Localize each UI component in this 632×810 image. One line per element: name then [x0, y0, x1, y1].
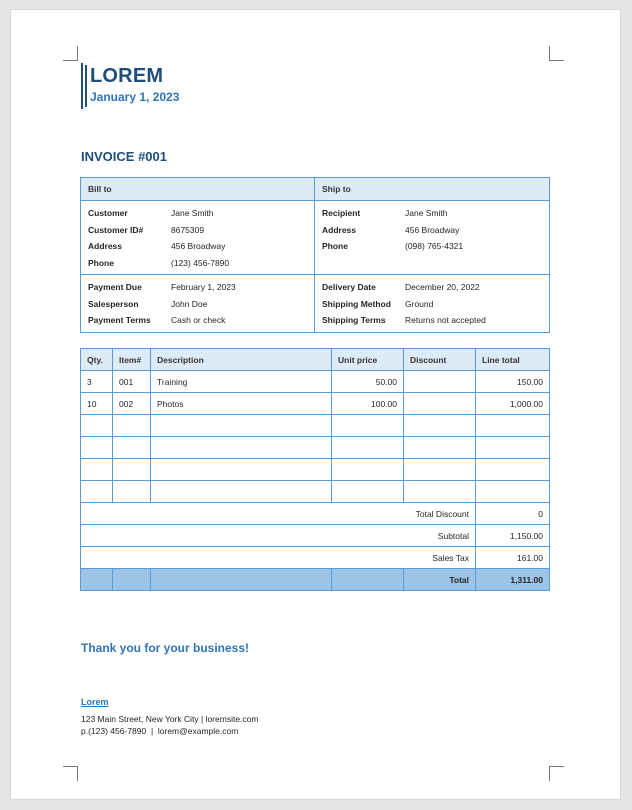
table-header-row [81, 349, 550, 371]
crop-mark-top-left [63, 46, 78, 61]
ship-to-section [315, 201, 550, 275]
bill-to-row: Phone (123) 456-7890 [88, 257, 230, 268]
bill-to-section [81, 201, 315, 275]
col-header-item: Item# [113, 349, 151, 371]
bill-to-row: Address 456 Broadway [88, 241, 226, 252]
col-header-discount: Discount [404, 349, 476, 371]
table-row: 3 001 Training 50.00 150.00 [81, 371, 550, 393]
bill-to-header: Bill to [81, 178, 315, 201]
ship-to-row: Phone (098) 765-4321 [322, 241, 464, 252]
crop-mark-bottom-left [63, 766, 78, 781]
crop-mark-top-right [549, 46, 564, 61]
col-header-qty: Qty. [81, 349, 113, 371]
customer-info-table [80, 177, 550, 333]
table-row [81, 437, 550, 459]
footer-logo: Lorem [81, 697, 109, 707]
total-value: 1,311.00 [476, 569, 550, 591]
payment-row: Payment Terms Cash or check [88, 315, 226, 326]
invoice-title: INVOICE #001 [81, 149, 167, 164]
total-label: Total [404, 569, 476, 591]
summary-row-total-discount: Total Discount 0 [81, 503, 550, 525]
invoice-date: January 1, 2023 [90, 90, 180, 104]
table-row [81, 415, 550, 437]
ship-to-row: Address 456 Broadway [322, 224, 460, 235]
footer-address: 123 Main Street, New York City | loremsite.com [81, 714, 259, 724]
shipping-terms-section [315, 275, 550, 333]
thank-you-message: Thank you for your business! [81, 641, 250, 655]
table-row [81, 481, 550, 503]
line-items-table [80, 348, 550, 591]
summary-row-subtotal: Subtotal 1,150.00 [81, 525, 550, 547]
crop-mark-bottom-right [549, 766, 564, 781]
table-row: 10 002 Photos 100.00 1,000.00 [81, 393, 550, 415]
shipping-row: Shipping Terms Returns not accepted [322, 315, 486, 326]
total-row [81, 569, 550, 591]
ship-to-header: Ship to [315, 178, 550, 201]
bill-to-row: Customer Jane Smith [88, 208, 214, 219]
company-name: LOREM [90, 65, 164, 87]
col-header-line-total: Line total [476, 349, 550, 371]
document-page [10, 9, 621, 800]
shipping-row: Delivery Date December 20, 2022 [322, 282, 480, 293]
summary-row-sales-tax: Sales Tax 161.00 [81, 547, 550, 569]
payment-row: Salesperson John Doe [88, 298, 208, 309]
payment-row: Payment Due February 1, 2023 [88, 282, 236, 293]
col-header-unit-price: Unit price [332, 349, 404, 371]
table-row [81, 459, 550, 481]
shipping-row: Shipping Method Ground [322, 298, 434, 309]
header-accent-bars [81, 63, 87, 109]
ship-to-row: Recipient Jane Smith [322, 208, 448, 219]
bill-to-row: Customer ID# 8675309 [88, 224, 205, 235]
footer-contact: p.(123) 456-7890 | lorem@example.com [81, 726, 239, 736]
col-header-description: Description [151, 349, 332, 371]
payment-terms-section [81, 275, 315, 333]
